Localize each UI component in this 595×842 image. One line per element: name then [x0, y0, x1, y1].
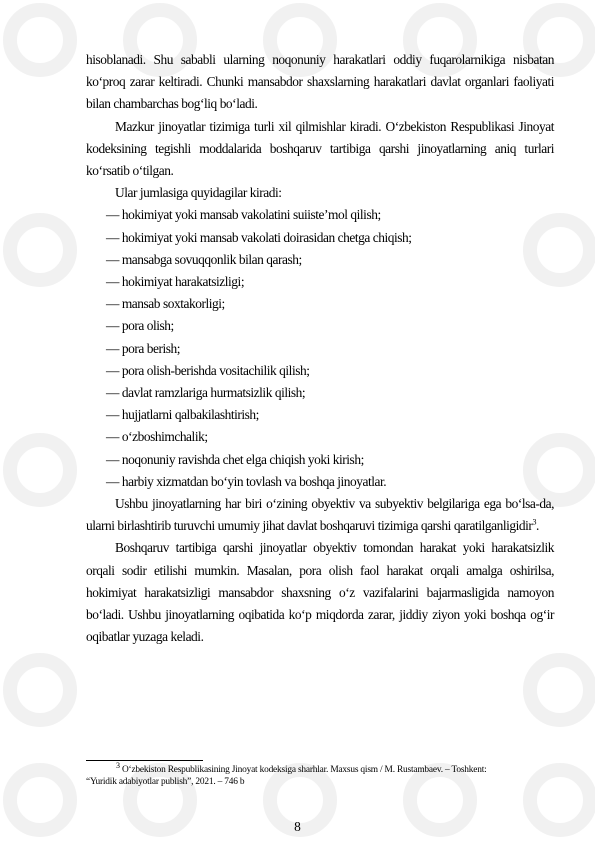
page-body [86, 49, 554, 648]
list-item: — hujjatlarni qalbakilashtirish; [106, 407, 259, 423]
list-intro: Ular jumlasiga quyidagilar kiradi: [115, 185, 282, 201]
footnote-separator [86, 760, 203, 761]
paragraph-crime-system: Mazkur jinoyatlar tizimiga turli xil qilmishlar kiradi. O‘zbekiston Respublikasi Jinoyat kodeksining tegishli moddalarida boshqaruv tartibiga qarshi jinoyatlarning aniq turlari ko‘rsatib o‘tilgan. [86, 118, 554, 179]
page-number: 8 [294, 819, 301, 834]
list-item: — pora berish; [106, 340, 181, 356]
crime-list [86, 204, 554, 493]
footnote-marker: 3 [116, 760, 120, 770]
list-item: — hokimiyat yoki mansab vakolatini suiiste’mol qilish; [106, 207, 381, 223]
list-item: — pora olish-berishda vositachilik qilish; [106, 362, 310, 378]
list-item: — noqonuniy ravishda chet elga chiqish yoki kirish; [106, 451, 364, 467]
paragraph-end: . [536, 518, 539, 534]
list-item: — davlat ramzlariga hurmatsizlik qilish; [106, 385, 306, 401]
footnote-line-1 [86, 760, 554, 776]
list-item: — o‘zboshimchalik; [106, 429, 208, 445]
list-item: — pora olish; [106, 318, 174, 334]
list-item: — harbiy xizmatdan bo‘yin tovlash va boshqa jinoyatlar. [106, 473, 387, 489]
footnote-reference[interactable]: 3 [532, 517, 536, 527]
list-item: — mansab soxtakorligi; [106, 296, 225, 312]
paragraph-objective-side: Boshqaruv tartibiga qarshi jinoyatlar obyektiv tomondan harakat yoki harakatsizlik orqali sodir etilishi mumkin. Masalan, pora olish faol harakat orqali amalga oshirilsa, hokimiyat harakatsizligi mansabdor shaxsning o‘z vazifalarini bajarmasligida namoyon bo‘ladi. Ushbu jinoyatlarning oqibatida ko‘p miqdorda zarar, jiddiy ziyon yoki boshqa og‘ir oqibatlar yuzaga keladi. [86, 540, 554, 645]
paragraph-common-feature [86, 493, 554, 537]
footnote-text-1: O‘zbekiston Respublikasining Jinoyat kodeksiga sharhlar. Maxsus qism / M. Rustambaev. – Toshkent: [119, 765, 487, 775]
list-item: — hokimiyat harakatsizligi; [106, 274, 245, 290]
footnote-line-2: “Yuridik adabiyotlar publish”, 2021. – 746 b [86, 777, 245, 788]
list-item: — hokimiyat yoki mansab vakolati doirasidan chetga chiqish; [106, 229, 412, 245]
footnote [86, 760, 554, 789]
list-item: — mansabga sovuqqonlik bilan qarash; [106, 251, 302, 267]
paragraph-text: Ushbu jinoyatlarning har biri o‘zining obyektiv va subyektiv belgilariga ega bo‘lsa-da, ularni birlashtirib turuvchi umumiy jihat davlat boshqaruvi tizimiga qarshi qaratilganligidir [86, 496, 554, 534]
paragraph-continuation: hisoblanadi. Shu sababli ularning noqonuniy harakatlari oddiy fuqarolarnikiga nisbatan ko‘proq zarar keltiradi. Chunki mansabdor shaxslarning harakatlari davlat organlari faoliyati bilan chambarchas bog‘liq bo‘ladi. [86, 52, 554, 112]
